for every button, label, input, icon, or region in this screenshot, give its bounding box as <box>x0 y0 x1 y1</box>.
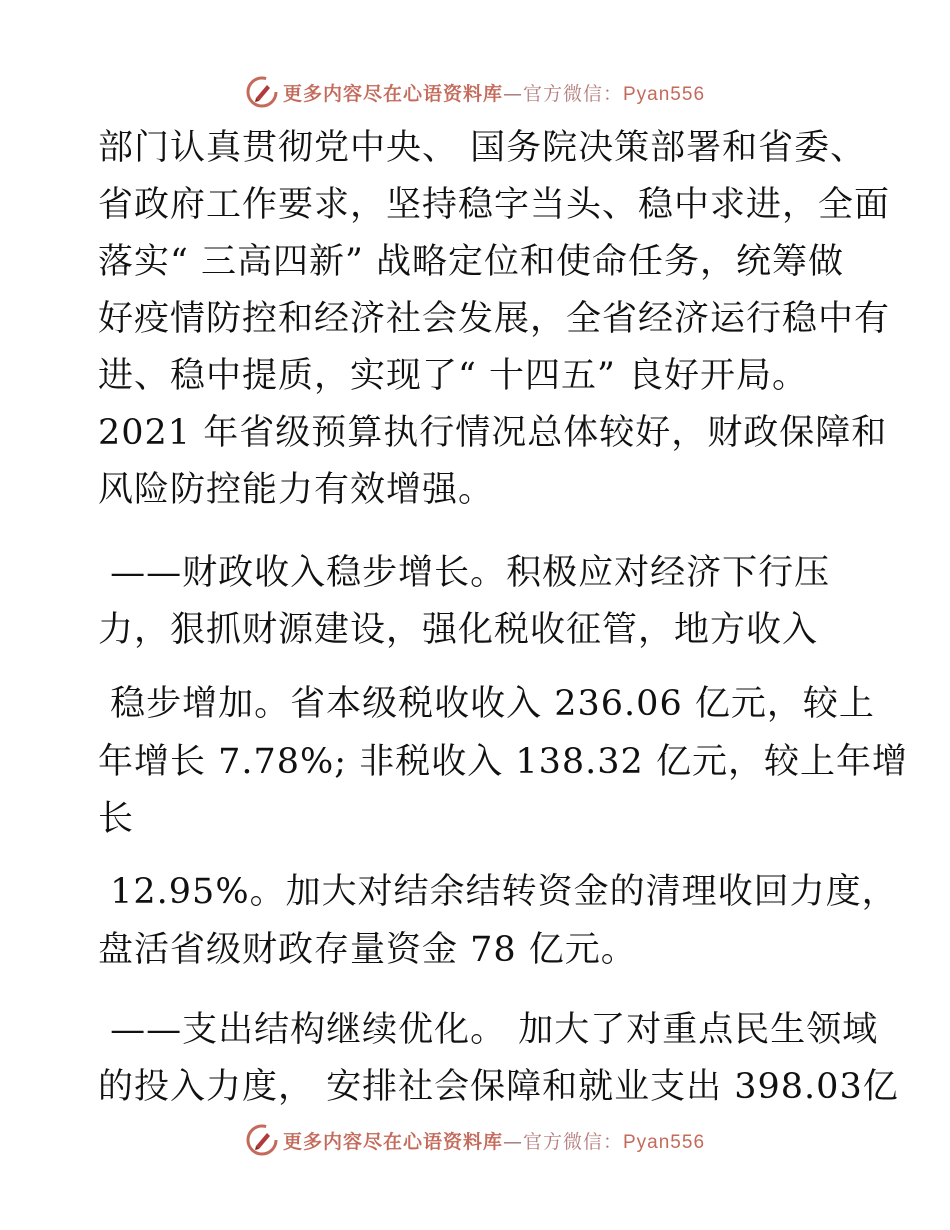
footer-brand-text <box>283 1127 705 1154</box>
body-line: 盘活省级财政存量资金 78 亿元。 <box>98 930 637 970</box>
body-line: 部门认真贯彻党中央、 国务院决策部署和省委、 <box>98 128 867 168</box>
footer-brand-main: 更多内容尽在心语资料库 <box>282 1130 503 1153</box>
body-line: 的投入力度， 安排社会保障和就业支出 398.03亿 <box>98 1067 899 1107</box>
header-brand-id: Pyan556 <box>623 83 706 105</box>
footer-brand-wechat: 官方微信： <box>522 1130 623 1153</box>
header-brand-main: 更多内容尽在心语资料库 <box>282 82 503 105</box>
footer-brand-id: Pyan556 <box>623 1131 706 1153</box>
brand-logo-icon <box>245 75 279 109</box>
body-line: 年增长 7.78%; 非税收入 138.32 亿元，较上年增 <box>98 742 908 782</box>
body-line: 稳步增加。省本级税收收入 236.06 亿元，较上 <box>98 684 875 724</box>
body-line: 进、稳中提质，实现了“ 十四五” 良好开局。 <box>98 356 809 396</box>
body-line: 力，狠抓财源建设，强化税收征管，地方收入 <box>98 610 819 650</box>
body-line: 长 <box>98 799 135 839</box>
body-line: 落实“ 三高四新” 战略定位和使命任务，统筹做 <box>98 242 845 282</box>
header-brand-wechat: 官方微信： <box>522 82 623 105</box>
body-line: 省政府工作要求，坚持稳字当头、稳中求进，全面 <box>98 185 891 225</box>
body-line: 好疫情防控和经济社会发展，全省经济运行稳中有 <box>98 299 891 339</box>
body-line: 12.95%。加大对结余结转资金的清理收回力度， <box>98 872 898 912</box>
header-brand-separator: — <box>502 82 523 105</box>
header-brand-text <box>283 79 705 106</box>
body-line: 2021 年省级预算执行情况总体较好，财政保障和 <box>98 413 888 453</box>
body-line: 风险防控能力有效增强。 <box>98 470 495 510</box>
footer-banner <box>0 1120 950 1160</box>
body-line: ——财政收入稳步增长。积极应对经济下行压 <box>98 553 831 593</box>
footer-brand-separator: — <box>502 1130 523 1153</box>
brand-logo-icon <box>245 1123 279 1157</box>
body-line: ——支出结构继续优化。 加大了对重点民生领域 <box>98 1010 879 1050</box>
header-banner <box>0 72 950 112</box>
